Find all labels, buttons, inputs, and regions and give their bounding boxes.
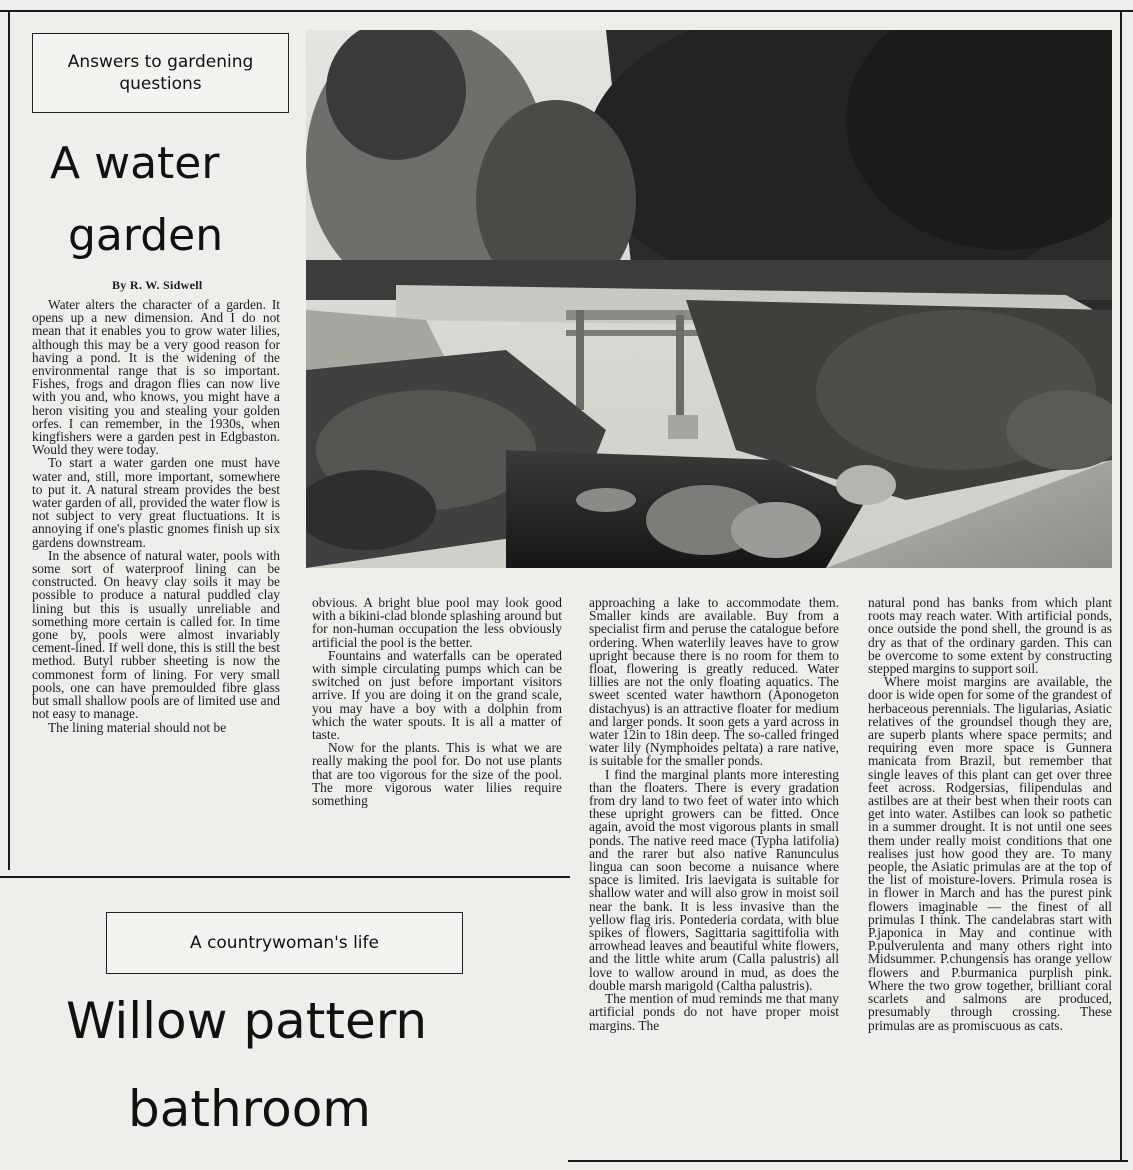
article-column-3 — [589, 596, 839, 1032]
paragraph: To start a water garden one must have water and, still, more important, somewhere to put it. A natural stream provides the best water garden of all, provided the water flow is not subject to very great fluctuations. It is annoying if one's plastic gnomes finish up six gardens downstream. — [32, 455, 281, 550]
right-rule — [1120, 10, 1122, 1160]
bottom-rule — [568, 1160, 1128, 1162]
kicker: Answers to gardening questions — [67, 51, 254, 94]
byline: By R. W. Sidwell — [112, 278, 203, 292]
headline-line-2: garden — [68, 210, 224, 261]
second-headline-line-2: bathroom — [128, 1080, 372, 1138]
second-kicker-box — [106, 912, 463, 974]
paragraph: The lining material should not be — [48, 719, 227, 735]
paragraph: Water alters the character of a garden. It opens up a new dimension. And I do not mean that it enables you to grow water lilies, although this may be a very good reason for having a pond. It is the widening of the environmental range that is so important. Fishes, frogs and dragon flies can now live with you and, who knows, you might have a heron visiting you and stealing your golden orfes. I can remember, in the 1930s, when kingfishers were a garden pest in Edgbaston. Would they were today. — [32, 297, 280, 458]
kicker-box — [32, 33, 289, 113]
paragraph: I find the marginal plants more interesting than the floaters. There is every gradation from dry land to two feet of water into which these upright growers can be fitted. Once again, avoid the most vigorous plants in small ponds. The native reed mace (Typha latifolia) and the rarer but also native Ranunculus lingua can soon become a nuisance where space is limited. Iris laevigata is suitable for shallow water and will also grow in moist soil near the bank. It is less invasive than the yellow flag iris. Pontederia cordata, with blue spikes of flowers, Sagittaria sagittifolia with arrowhead leaves and beautiful white flowers, and the little white arum (Calla palustris) all love to wallow around in mud, as does the double marsh marigold (Caltha palustris). — [589, 766, 839, 993]
headline-line-1: A water — [50, 138, 220, 189]
article-column-4 — [868, 596, 1112, 1032]
paragraph: natural pond has banks from which plant roots may reach water. With artificial ponds, once outside the pond shell, the ground is as dry as that of the ordinary garden. This can be overcome to some extent by constructing stepped margins to support soil. — [868, 595, 1112, 677]
garden-photo — [306, 30, 1112, 568]
paragraph: Where moist margins are available, the door is wide open for some of the grandest of herbaceous perennials. The ligularias, Asiatic relatives of the groundsel though they are, are superb plants where space permits; and requiring even more space is Gunnera manicata from Brazil, but remember that single leaves of this plant can get over three feet across. Rodgersias, filipendulas and astilbes are at their best when their roots can get into water. Astilbes can look so pathetic in a summer drought. It is not until one sees them under really moist conditions that one realises just how good they are. To many people, the Asiatic primulas are at the top of the list of moisture-lovers. Primula rosea is in flower in March and has the purest pink flowers imaginable — the finest of all primulas I think. The candelabras start with P.japonica in May and continue with P.pulverulenta and many others right into Midsummer. P.chungensis has orange yellow flowers and P.burmanica purplish pink. Where the two grow together, brilliant coral scarlets and salmons are produced, presumably through crossing. These primulas are as promiscuous as cats. — [868, 674, 1112, 1033]
paragraph: obvious. A bright blue pool may look good with a bikini-clad blonde splashing around but for non-human occupation the less obviously artificial the pool is the better. — [312, 595, 562, 650]
paragraph: The mention of mud reminds me that many artificial ponds do not have proper moist margins. The — [589, 991, 839, 1033]
paragraph: Fountains and waterfalls can be operated with simple circulating pumps which can be switched on just before important visitors arrive. If you are doing it on the grand scale, you may have a boy with a dolphin from which the water spouts. It is all a matter of taste. — [312, 647, 562, 743]
garden-photo-image — [306, 30, 1112, 568]
second-kicker: A countrywoman's life — [190, 932, 379, 953]
paragraph: In the absence of natural water, pools with some sort of waterproof lining can be constructed. On heavy clay soils it may be possible to produce a natural puddled clay lining but this is usually unreliable and something more certain is called for. In time gone by, pools were almost invariably cement-lined. If well done, this is still the best method. Butyl rubber sheeting is now the commonest form of lining. For very small pools, one can have premoulded fibre glass but small shallow pools are of limited use and not easy to manage. — [32, 547, 280, 722]
article-column-1 — [32, 298, 280, 734]
paragraph: approaching a lake to accommodate them. Smaller kinds are available. Buy from a specialist firm and peruse the catalogue before ordering. When waterlily leaves have to grow upright because there is no room for them to float, flowering is greatly reduced. Water lillies are not the only floating aquatics. The sweet scented water hawthorn (Aponogeton distachyus) is an attractive floater for medium and larger ponds. It soon gets a yard across in water 12in to 18in deep. The so-called fringed water lily (Nymphoides peltata) a rare native, is suitable for the smaller ponds. — [589, 595, 839, 769]
section-divider — [0, 876, 570, 878]
left-rule — [8, 10, 10, 870]
article-column-2 — [312, 596, 562, 807]
top-rule — [0, 10, 1133, 12]
second-headline-line-1: Willow pattern — [66, 992, 428, 1050]
paragraph: Now for the plants. This is what we are really making the pool for. Do not use plants that are too vigorous for the size of the pool. The more vigorous water lilies require something — [312, 740, 562, 809]
